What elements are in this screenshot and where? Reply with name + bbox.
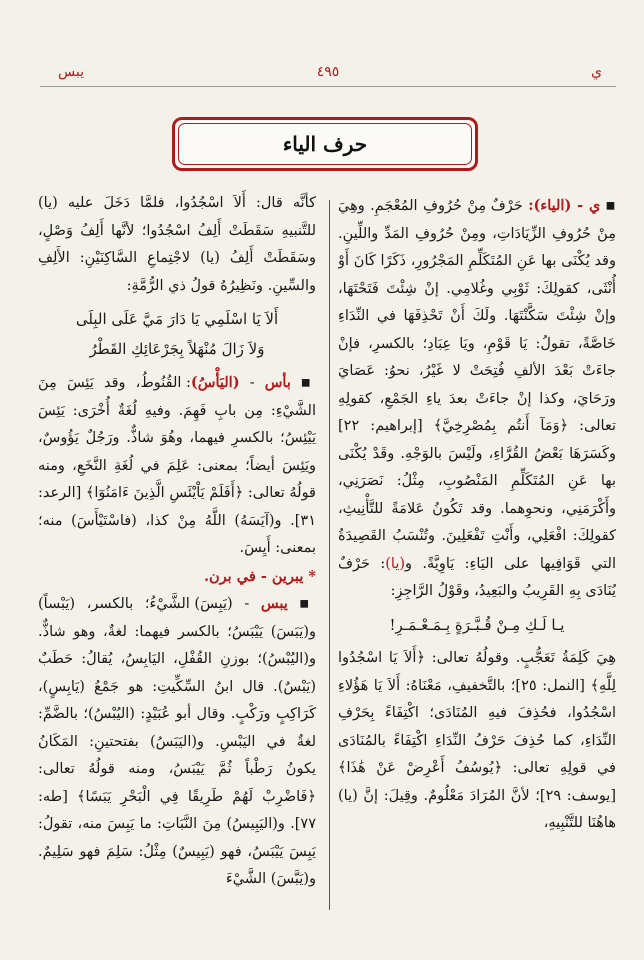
left-column bbox=[38, 190, 316, 914]
entry-text: : القُنُوطُ، وقد يَئِسَ مِنَ الشَّيْءِ: مِن بابِ فَهِمَ. وفيهِ لُغَةٌ أُخْرَى: يَئِسَ يَيْئِسُ؛ بالكسرِ فيهما، وهُوَ شاذٌّ. ورَجُلٌ يَؤُوسٌ، ويَئِسَ أيضاً؛ بمعنى: عَلِمَ في لُغَةِ النَّخَعِ، ومنه قولُهُ تعالى: ﴿أَفَلَمْ يَاْيْئَسِ الَّذِينَ ءَامَنُوٓا﴾ [الرعد: ٣١]. و(آيَسَهُ) اللَّهُ مِنْ كذا، (فاسْتَيْأَسَ) منه؛ بمعنى: أَيِسَ. bbox=[38, 375, 316, 556]
header-word: يبس bbox=[58, 64, 84, 80]
entry-text: (يَبِسَ) الشَّيْءُ؛ بالكسر، (يَبْساً) و(يَبَسَ) يَيْبَسُ؛ بالكسر فيهما: لغةٌ، وهو شاذٌّ. و(اليُبْسُ)؛ بوزنِ القُفْلِ، اليَابِسُ، يُقالُ: حَطَبٌ (يَبْسٌ). قال ابنُ السِّكِّيتِ: هو جَمْعُ (يَابِسٍ)، كَرَاكِبٍ ورَكْبٍ. وقال أبو عُبَيْدٍ: (اليُبْسُ)؛ بالضَّمِّ: لغةٌ في اليَبْسِ. و(اليَبَسُ) بفتحتينِ: المَكَانُ يكونُ رَطْباً ثُمَّ يَيْبَسُ، ومنه قولُهُ تعالى: ﴿فَاضْرِبْ لَهُمْ طَرِيقًا فِي الْبَحْرِ يَبَسًا﴾ [طه: ٧٧]. و(اليَبِيسُ) مِنَ النَّبَاتِ: ما يَبِسَ منه، تقولُ: يَبِسَ يَيْبَسُ، فهو (يَبِيسٌ) مِثْلُ: سَلِمَ فهو سَلِيمٌ. و(يَبَّسَ) الشَّيْءَ bbox=[38, 596, 316, 887]
square-bullet-icon: ■ bbox=[299, 598, 316, 610]
entry-headword: ي - (الياء): bbox=[528, 197, 601, 214]
right-column bbox=[338, 192, 616, 916]
page-header bbox=[40, 64, 616, 86]
verse-line-1: أَلاَ يَا اسْلَمِي يَا دَارَ مَيَّ عَلَى البِلَى bbox=[75, 310, 279, 328]
entry-text-continued: هِيَ كَلِمَةُ تَعَجُّبٍ. وقولُهُ تعالى: ﴿أَلاَ يَا اسْجُدُوا لِلَّهِ﴾ [النمل: ٢٥]؛ بالتَّخفيفِ، مَعْنَاهُ: أَلاَ يَا هَؤُلاءِ اسْجُدُوا، فحُذِفَ فيهِ المُنَادَى؛ اكْتِفَاءً بِحَرْفِ النِّدَاءِ، كما حُذِفَ حَرْفُ النِّدَاءِ اكْتِفَاءً بالمُنَادَى في قولِهِ تعالى: ﴿يُوسُفُ أَعْرِضْ عَنْ هَٰذَا﴾ [يوسف: ٢٩]؛ لأنَّ المُرَادَ مَعْلُومٌ. وقِيلَ: إنَّ (يا) هاهُنَا للتَّنْبِيهِ، bbox=[338, 650, 616, 831]
square-bullet-icon: ■ bbox=[605, 200, 616, 212]
page-number: ٤٩٥ bbox=[316, 64, 340, 80]
poem-verse bbox=[38, 300, 316, 369]
verse: يـا لَـكِ مِـنْ قُـبَّـرَةٍ بِـمَـعْـمَـرِ! bbox=[389, 615, 565, 634]
column-divider bbox=[329, 200, 330, 910]
entry-text-end: : حَرْفٌ يُنَادَى بِهِ القَرِيبُ والبَعِيدُ، وقَوْلُ الرَّاجِزِ: bbox=[338, 555, 616, 599]
entry-bas: ■ بأس - (اليَأْسُ): القُنُوطُ، وقد يَئِسَ مِنَ الشَّيْءِ: مِن بابِ فَهِمَ. وفيهِ لُغَةٌ أُخْرَى: يَئِسَ يَيْئِسُ؛ بالكسرِ فيهما، وهُوَ شاذٌّ. ورَجُلٌ يَؤُوسٌ، ويَئِسَ أيضاً؛ بمعنى: عَلِمَ في لُغَةِ النَّخَعِ، ومنه قولُهُ تعالى: ﴿أَفَلَمْ يَاْيْئَسِ الَّذِينَ ءَامَنُوٓا﴾ [الرعد: ٣١]. و(آيَسَهُ) اللَّهُ مِنْ كذا، (فاسْتَيْأَسَ) منه؛ بمعنى: أَيِسَ. bbox=[38, 374, 316, 556]
entry-word: بأس bbox=[264, 374, 291, 391]
ya-mark: (يا) bbox=[385, 555, 406, 572]
square-bullet-icon: ■ bbox=[301, 377, 316, 389]
chapter-title-box bbox=[172, 117, 478, 171]
entry-word: يبس bbox=[260, 595, 288, 612]
entry-text: حَرْفٌ مِنْ حُرُوفِ المُعْجَمِ. وهِيَ مِنْ حُرُوفِ الزِّيَادَاتِ، ومِنْ حُرُوفِ المَدِّ واللِّينِ. وقد يُكْنَى بها عَنِ المُتَكَلِّمِ المَجْرُورِ، ذَكَرًا كَانَ أَوْ أُنْثَى، كقولِكَ: ثَوْبِي وغُلامِي. إنْ شِئْتَ فَتَحْتَهَا، وإنْ شِئْتَ سَكَّنْتَهَا. ولَكَ أَنْ تَحْذِفَهَا في النِّدَاءِ خَاصَّةً، تقولُ: يَا قَوْمِ، ويَا عِبَادِ؛ بالكسرِ، فإنْ جاءَتْ بَعْدَ الألفِ فُتِحَتْ لا غَيْرُ، نحوُ: عَصَايَ ورَحَايَ، وكذا إنْ جاءَتْ بعدَ ياءِ الجَمْعِ، كقولِهِ تعالى: ﴿وَمَآ أَنتُم بِمُصْرِخِيَّ﴾ [إبراهيم: ٢٢] وكَسَرَهَا بَعْضُ القُرَّاءِ، ولَيْسَ بالوَجْهِ. وقَدْ يُكْنَى بها عَنِ المُتَكَلِّمِ المَنْصُوبِ، مِثْلُ: نَصَرَنِي، وأَكْرَمَنِي، ونحوِهما. وقد تَكُونُ عَلامَةً للتَّأْنِيثِ، كقولِكَ: افْعَلِي، وأَنْتِ تَفْعَلِينَ. وتُنْسَبُ القَصِيدَةُ التي قَوَافِيها على اليَاءِ: يَاوِيَّةً. و bbox=[338, 198, 616, 572]
intro-text: كأنَّه قال: أَلاَ اسْجُدُوا، فلمَّا دَخَلَ عليه (يا) للتَّنبيهِ سَقَطَتْ أَلِفُ اسْجُدُوا؛ لأنَّها أَلِفُ وَصْلٍ، وسَقَطَتْ أَلِفُ (يا) لاجْتِماعِ السَّاكِنَيْنِ: الأَلِفِ والسِّينِ. ونَظِيرُهُ قولُ ذي الرُّمَّةِ: bbox=[38, 195, 316, 294]
entry-ya bbox=[338, 192, 616, 606]
entry-headword: (اليَأْسُ) bbox=[190, 374, 240, 391]
verse-line-2: وَلاَ زَالَ مُنْهَلاً بِجَرْعَائِكِ القَطْرُ bbox=[89, 339, 265, 358]
header-letter: ي bbox=[591, 64, 602, 80]
chapter-title: حرف الياء bbox=[178, 123, 472, 165]
header-rule bbox=[40, 86, 616, 87]
see-also-note: * يبرين - في برن. bbox=[203, 567, 316, 585]
entry-yabis: ■ يبس - (يَبِسَ) الشَّيْءُ؛ بالكسر، (يَبْساً) و(يَبَسَ) يَيْبَسُ؛ بالكسر فيهما: لغةٌ، وهو شاذٌّ. و(اليُبْسُ)؛ بوزنِ القُفْلِ، اليَابِسُ، يُقالُ: حَطَبٌ (يَبْسٌ). قال ابنُ السِّكِّيتِ: هو جَمْعُ (يَابِسٍ)، كَرَاكِبٍ ورَكْبٍ. وقال أبو عُبَيْدٍ: (اليُبْسُ)؛ بالضَّمِّ: لغةٌ في اليَبْسِ. و(اليَبَسُ) بفتحتينِ: المَكَانُ يكونُ رَطْباً ثُمَّ يَيْبَسُ، ومنه قولُهُ تعالى: ﴿فَاضْرِبْ لَهُمْ طَرِيقًا فِي الْبَحْرِ يَبَسًا﴾ [طه: ٧٧]. و(اليَبِيسُ) مِنَ النَّبَاتِ: ما يَبِسَ منه، تقولُ: يَبِسَ يَيْبَسُ، فهو (يَبِيسٌ) مِثْلُ: سَلِمَ فهو سَلِيمٌ. و(يَبَّسَ) الشَّيْءَ bbox=[38, 595, 316, 887]
